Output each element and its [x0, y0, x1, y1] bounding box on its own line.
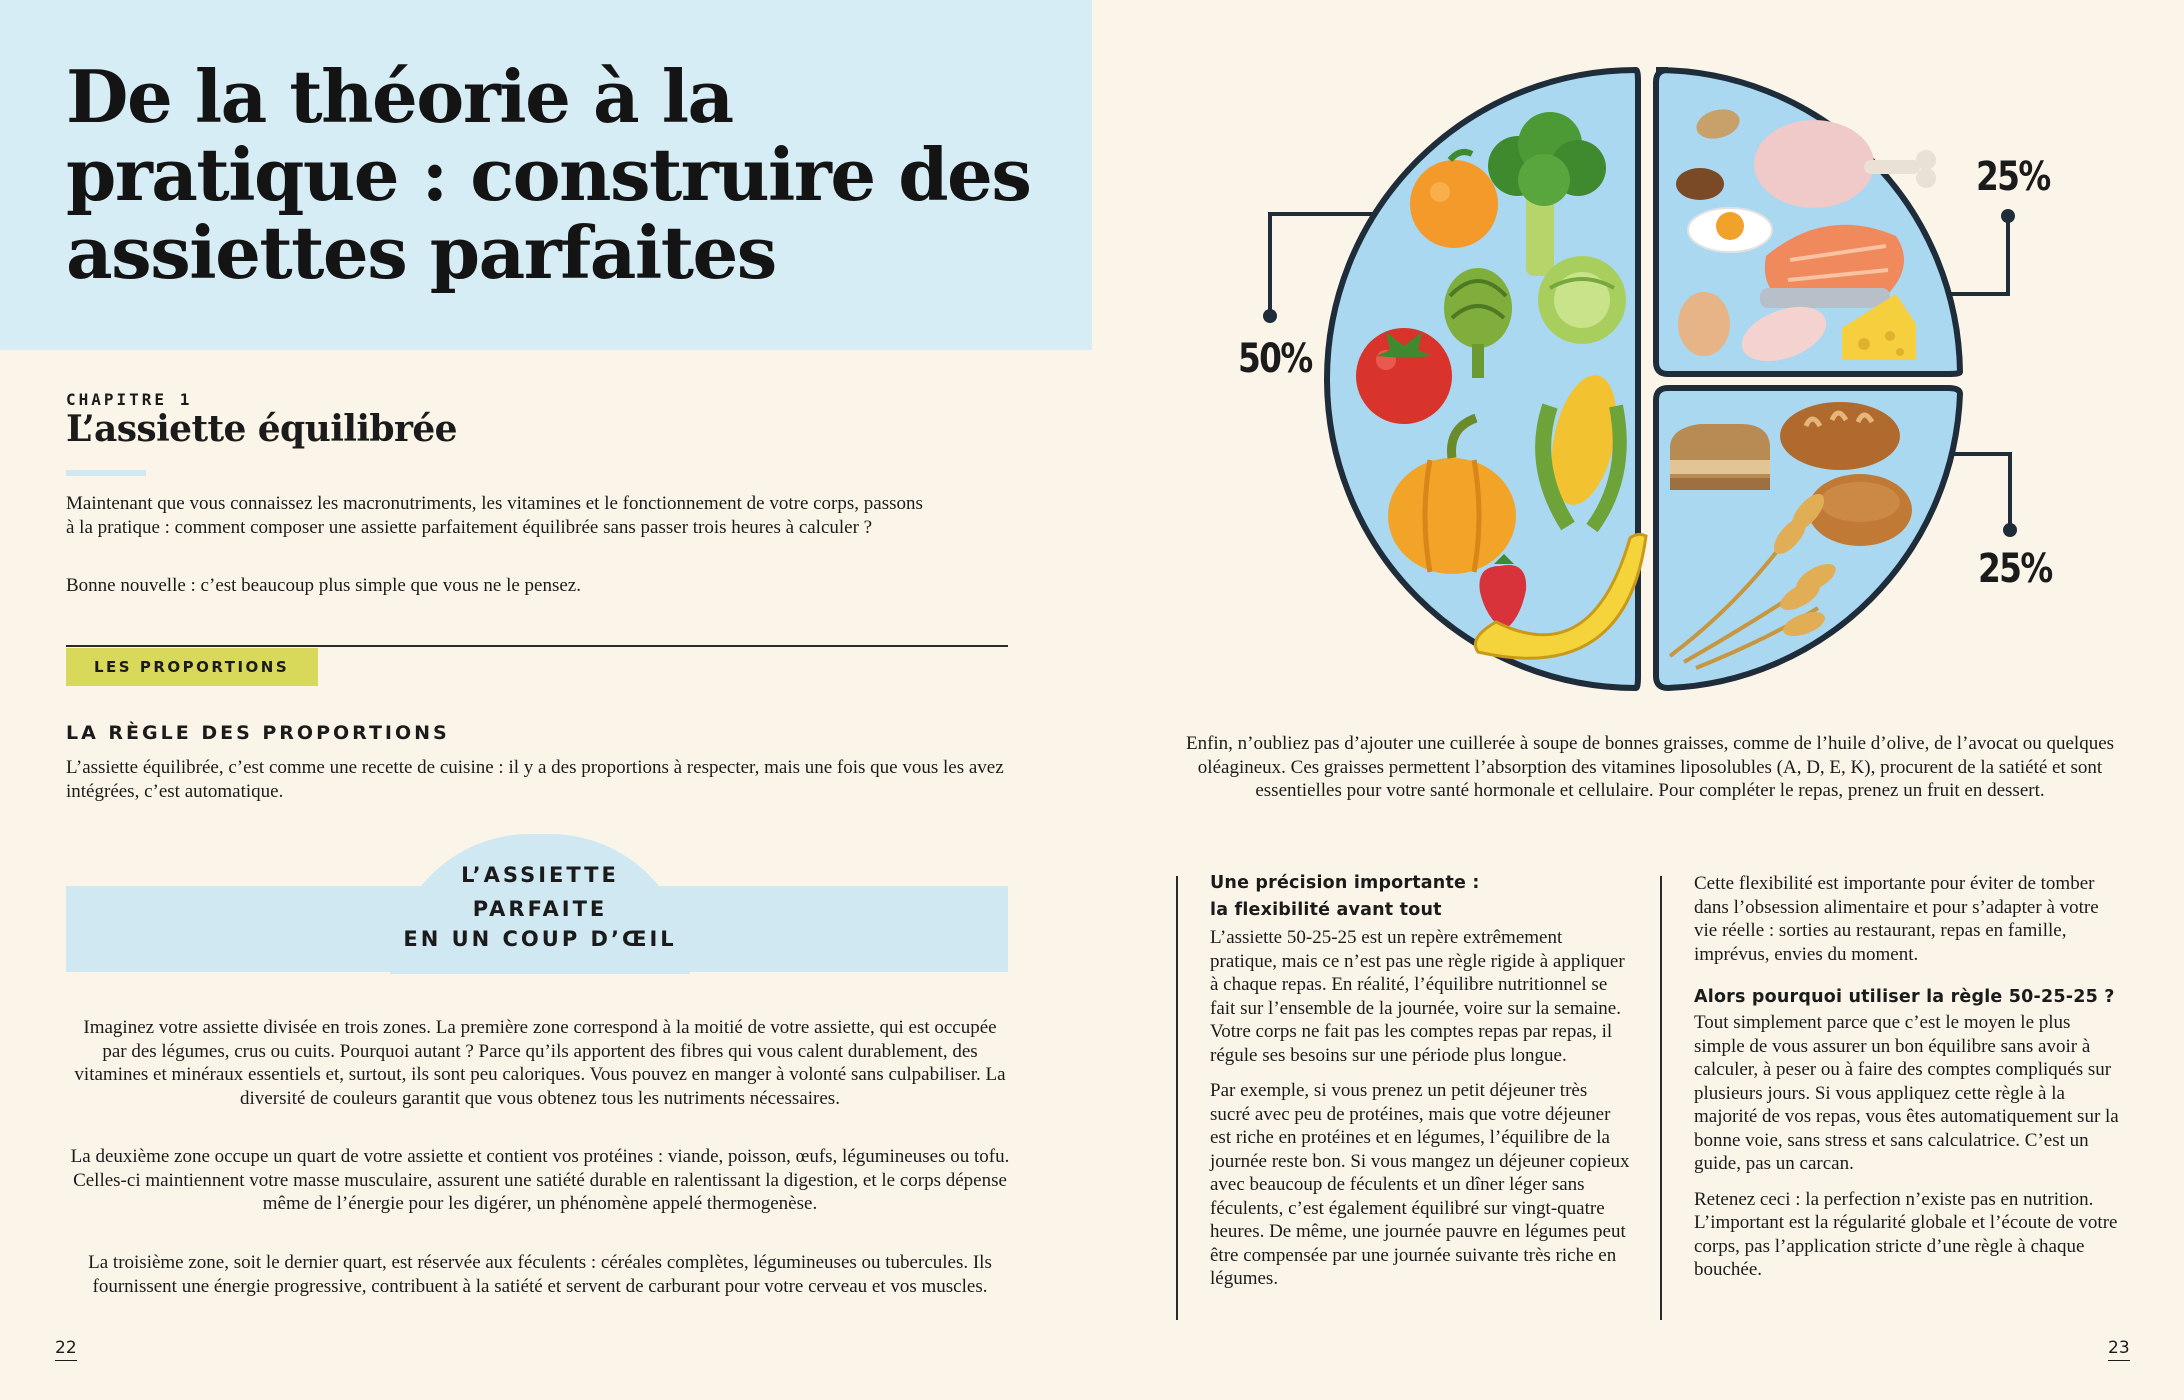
- leader-dot-starches: [2003, 523, 2017, 537]
- intro-paragraph: Maintenant que vous connaissez les macronutriments, les vitamines et le fonctionnement de votre corps, passons à la pratique : comment composer une assiette parfaitement équilibrée sans passer trois heures à calculer ?: [66, 493, 923, 538]
- leader-dot-vegetables: [1263, 309, 1277, 323]
- intro-paragraph-2: Bonne nouvelle : c’est beaucoup plus simple que vous ne le pensez.: [66, 575, 581, 596]
- flexibility-paragraph-1: L’assiette 50-25-25 est un repère extrêmement pratique, mais ce n’est pas une règle rigide à appliquer à chaque repas. En réalité, l’équilibre nutritionnel se fait sur l’ensemble de la journée, voire sur la semaine. Votre corps ne fait pas les comptes repas par repas, il régule ses besoins sur une période plus longue.: [1210, 927, 1625, 1066]
- remember-paragraph: Retenez ceci : la perfection n’existe pas en nutrition. L’important est la régularité globale et l’écoute de votre corps, pas l’application stricte d’une règle à chaque bouchée.: [1694, 1188, 2118, 1280]
- page-number-right: 23: [2108, 1338, 2130, 1361]
- section-tag-label: LES PROPORTIONS: [94, 658, 290, 676]
- why-rule-paragraph: Tout simplement parce que c’est le moyen le plus simple de vous assurer un bon équilibre sans avoir à calculer, à peser ou à faire des comptes compliqués sur plusieurs jours. Si vous appliquez cette règle à la majorité de vos repas, vous êtes automatiquement sur la bonne voie, sans stress et sans calculatrice. C’est un guide, pas un carcan.: [1694, 1012, 2119, 1174]
- chapter-kicker: CHAPITRE 1: [66, 390, 193, 409]
- label-proteins-percent: 25%: [1976, 154, 2050, 200]
- flexibility-heading-line-1: Une précision importante :: [1210, 873, 1480, 893]
- page-title: De la théorie à la pratique : construire des assiettes parfaites: [66, 54, 1031, 295]
- section-tag: [66, 648, 318, 686]
- section-divider: [66, 645, 1008, 647]
- flexibility-paragraph-2: Par exemple, si vous prenez un petit déjeuner très sucré avec peu de protéines, mais que votre déjeuner est riche en protéines et en légumes, l’équilibre de la journée reste bon. Si vous mangez un déjeuner copieux avec beaucoup de féculents et un dîner léger sans féculents, c’est également équilibré sur vingt-quatre heures. De même, une journée pauvre en légumes peut être compensée par une journée suivante très riche en légumes.: [1210, 1080, 1630, 1289]
- banner-heading: [300, 860, 780, 954]
- whole-egg-icon: [1678, 292, 1730, 356]
- banner-line-2: PARFAITE: [472, 897, 608, 921]
- cabbage-icon: [1538, 256, 1626, 344]
- rule-paragraph: L’assiette équilibrée, c’est comme une recette de cuisine : il y a des proportions à respecter, mais une fois que vous les avez intégrées, c’est automatique.: [66, 757, 1004, 802]
- rule-why-column: [1694, 872, 2124, 1294]
- banner-line-1: L’ASSIETTE: [461, 863, 619, 887]
- label-starches-percent: 25%: [1978, 546, 2052, 592]
- chicken-leg-icon: [1754, 120, 1936, 208]
- column-rule-right: [1660, 876, 1662, 1320]
- round-bun-icon: [1808, 474, 1912, 546]
- rule-heading: LA RÈGLE DES PROPORTIONS: [66, 722, 450, 744]
- title-block: [0, 0, 1092, 350]
- flexibility-paragraph-3: Cette flexibilité est importante pour éviter de tomber dans l’obsession alimentaire et pour s’adapter à votre vie réelle : sorties au restaurant, repas en famille, imprévus, envies du moment.: [1694, 873, 2099, 965]
- fats-paragraph: Enfin, n’oubliez pas d’ajouter une cuillerée à soupe de bonnes graisses, comme de l’huile d’olive, de l’avocat ou quelques oléagineux. Ces graisses permettent l’absorption des vitamines liposolubles (A, D, E, K), procurent de la satiété et sont essentielles pour votre santé hormonale et cellulaire. Pour compléter le repas, prenez un fruit en dessert.: [1185, 733, 2115, 801]
- bread-loaf-icon: [1780, 402, 1900, 470]
- pecan-icon: [1676, 168, 1724, 200]
- bread-slices-icon: [1670, 424, 1770, 490]
- tomato-icon: [1356, 328, 1452, 424]
- plate-illustration: [1200, 56, 2100, 716]
- chapter-title: L’assiette équilibrée: [66, 408, 457, 450]
- zone-two-paragraph: La deuxième zone occupe un quart de votre assiette et contient vos protéines : viande, poisson, œufs, légumineuses ou tofu. Celles-ci maintiennent votre masse musculaire, assurent une satiété durable en ralentissant la digestion, et le corps dépense même de l’énergie pour les digérer, un phénomène appelé thermogenèse.: [70, 1146, 1010, 1214]
- banner-line-3: EN UN COUP D’ŒIL: [403, 927, 677, 951]
- page-number-left: 22: [55, 1338, 77, 1361]
- leader-dot-proteins: [2001, 209, 2015, 223]
- label-vegetables-percent: 50%: [1238, 336, 1312, 382]
- why-rule-heading: Alors pourquoi utiliser la règle 50-25-25 ?: [1694, 987, 2115, 1007]
- flexibility-heading-line-2: la flexibilité avant tout: [1210, 900, 1442, 920]
- zone-three-paragraph: La troisième zone, soit le dernier quart, est réservée aux féculents : céréales complètes, légumineuses ou tubercules. Ils fournissent une énergie progressive, contribuent à la satiété et servent de carburant pour votre cerveau et vos muscles.: [88, 1252, 992, 1297]
- egg-fried-icon: [1688, 208, 1772, 252]
- zone-one-paragraph: Imaginez votre assiette divisée en trois zones. La première zone correspond à la moitié de votre assiette, qui est occupée par des légumes, crus ou cuits. Pourquoi autant ? Parce qu’ils apportent des fibres qui vous calent durablement, des vitamines et minéraux essentiels et, surtout, ils sont peu caloriques. Vous pouvez en manger à volonté sans culpabiliser. La diversité de couleurs garantit que vous obtenez tous les nutriments nécessaires.: [74, 1017, 1006, 1109]
- column-rule-left: [1176, 876, 1178, 1320]
- title-underline-accent: [66, 470, 146, 476]
- flexibility-column: [1210, 870, 1630, 1303]
